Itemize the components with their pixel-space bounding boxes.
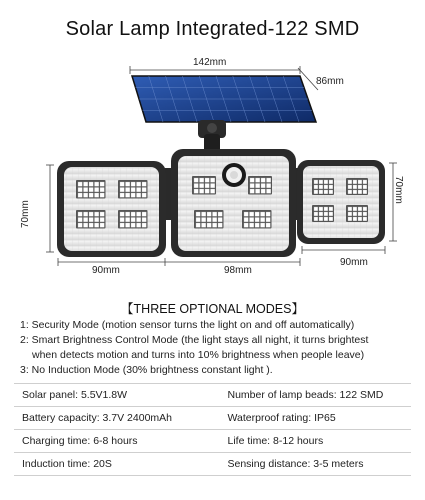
led-chip: [95, 188, 99, 192]
left-width-label: 90mm: [92, 265, 120, 276]
led-chip: [348, 217, 352, 221]
led-chip: [213, 223, 217, 227]
led-chip: [194, 178, 198, 182]
led-chip: [200, 178, 204, 182]
led-chip: [142, 218, 146, 222]
led-chip: [211, 178, 215, 182]
led-chip: [137, 212, 141, 216]
spec-row: [14, 452, 411, 476]
led-chip: [207, 218, 211, 222]
led-chip: [126, 188, 130, 192]
right-light-head: [297, 160, 385, 244]
led-chip: [95, 218, 99, 222]
led-chip: [314, 212, 318, 216]
led-chip: [353, 190, 357, 194]
led-chip: [348, 180, 352, 184]
right-width-dimension: [302, 246, 385, 254]
led-chip: [84, 188, 88, 192]
led-chip: [329, 212, 333, 216]
spec-cell: Battery capacity: 3.7V 2400mAh: [22, 412, 172, 424]
led-chip: [363, 212, 367, 216]
led-chip: [89, 218, 93, 222]
led-chip: [213, 212, 217, 216]
panel-depth-label: 86mm: [316, 76, 344, 87]
led-chip: [261, 189, 265, 193]
led-chip: [250, 218, 254, 222]
led-chip: [200, 189, 204, 193]
led-chip: [100, 182, 104, 186]
led-chip: [358, 185, 362, 189]
led-chip: [319, 180, 323, 184]
page-title: Solar Lamp Integrated-122 SMD: [65, 18, 360, 40]
led-chip: [89, 212, 93, 216]
led-chip: [314, 190, 318, 194]
led-chip: [244, 223, 248, 227]
led-chip: [329, 190, 333, 194]
led-chip: [89, 182, 93, 186]
led-chip: [261, 178, 265, 182]
center-light-head: [171, 149, 296, 257]
led-chip: [329, 217, 333, 221]
led-chip: [363, 217, 367, 221]
mode-item-line: 2: Smart Brightness Control Mode (the light stays all night, it turns brightest: [20, 334, 369, 346]
led-chip: [84, 182, 88, 186]
led-chip: [89, 188, 93, 192]
led-chip: [261, 184, 265, 188]
led-chip: [266, 212, 270, 216]
led-chip: [358, 190, 362, 194]
panel-width-label: 142mm: [193, 57, 227, 68]
led-chip: [131, 218, 135, 222]
led-chip: [202, 223, 206, 227]
led-chip: [250, 178, 254, 182]
led-chip: [329, 185, 333, 189]
led-chip: [319, 212, 323, 216]
led-chip: [314, 207, 318, 211]
led-chip: [120, 223, 124, 227]
led-chip: [207, 212, 211, 216]
led-chip: [202, 218, 206, 222]
led-chip: [267, 184, 271, 188]
led-chip: [244, 212, 248, 216]
led-chip: [348, 190, 352, 194]
spec-row: [14, 383, 411, 406]
led-chip: [126, 193, 130, 197]
led-chip: [261, 223, 265, 227]
led-chip: [358, 217, 362, 221]
led-chip: [84, 218, 88, 222]
spec-cell: Life time: 8-12 hours: [227, 435, 324, 447]
led-chip: [324, 190, 328, 194]
led-chip: [89, 193, 93, 197]
spec-cell: Charging time: 6-8 hours: [22, 435, 138, 447]
spec-cell: Induction time: 20S: [22, 458, 112, 470]
led-chip: [120, 218, 124, 222]
led-chip: [266, 223, 270, 227]
led-chip: [131, 223, 135, 227]
led-chip: [363, 180, 367, 184]
led-chip: [142, 188, 146, 192]
led-chip: [329, 207, 333, 211]
led-chip: [348, 185, 352, 189]
led-chip: [89, 223, 93, 227]
led-chip: [267, 178, 271, 182]
led-chip: [142, 193, 146, 197]
modes-list: [20, 318, 415, 378]
led-chip: [348, 212, 352, 216]
led-chip: [78, 182, 82, 186]
led-chip: [319, 185, 323, 189]
led-chip: [100, 212, 104, 216]
led-chip: [142, 182, 146, 186]
led-chip: [126, 212, 130, 216]
specs-table: [14, 383, 411, 476]
led-chip: [137, 223, 141, 227]
led-chip: [211, 189, 215, 193]
led-chip: [131, 193, 135, 197]
spec-cell: Waterproof rating: IP65: [227, 412, 336, 424]
led-chip: [218, 212, 222, 216]
led-chip: [95, 193, 99, 197]
led-chip: [353, 185, 357, 189]
led-chip: [78, 188, 82, 192]
mount-arm: [198, 120, 226, 152]
led-chip: [100, 223, 104, 227]
modes-heading: 【THREE OPTIONAL MODES】: [121, 302, 304, 316]
led-chip: [348, 207, 352, 211]
led-chip: [126, 223, 130, 227]
led-chip: [319, 190, 323, 194]
led-chip: [255, 218, 259, 222]
mode-item: [20, 318, 415, 333]
left-height-dimension: [46, 165, 54, 252]
led-chip: [137, 193, 141, 197]
led-chip: [131, 188, 135, 192]
spec-row: [14, 429, 411, 452]
mode-item: [20, 363, 415, 378]
led-chip: [261, 218, 265, 222]
led-chip: [250, 184, 254, 188]
led-chip: [324, 217, 328, 221]
led-chip: [196, 223, 200, 227]
spec-row: [14, 406, 411, 429]
led-chip: [314, 185, 318, 189]
led-chip: [84, 212, 88, 216]
led-chip: [363, 207, 367, 211]
led-chip: [78, 193, 82, 197]
led-chip: [218, 223, 222, 227]
led-chip: [84, 223, 88, 227]
led-chip: [205, 178, 209, 182]
led-chip: [244, 218, 248, 222]
led-chip: [324, 180, 328, 184]
led-chip: [142, 223, 146, 227]
led-chip: [100, 218, 104, 222]
led-chip: [358, 207, 362, 211]
led-chip: [353, 217, 357, 221]
led-chip: [256, 189, 260, 193]
led-chip: [100, 188, 104, 192]
led-chip: [329, 180, 333, 184]
led-chip: [314, 180, 318, 184]
solar-panel: [132, 76, 316, 122]
center-width-label: 98mm: [224, 265, 252, 276]
led-chip: [256, 178, 260, 182]
led-chip: [142, 212, 146, 216]
led-chip: [137, 188, 141, 192]
mode-item: [20, 333, 415, 363]
led-chip: [255, 223, 259, 227]
led-chip: [194, 184, 198, 188]
led-chip: [261, 212, 265, 216]
led-chip: [120, 182, 124, 186]
mode-item-line: 3: No Induction Mode (30% brightness constant light ).: [20, 364, 273, 376]
left-height-label: 70mm: [20, 200, 31, 228]
led-chip: [78, 212, 82, 216]
led-chip: [218, 218, 222, 222]
led-chip: [196, 218, 200, 222]
led-chip: [202, 212, 206, 216]
led-chip: [95, 223, 99, 227]
led-chip: [95, 182, 99, 186]
led-chip: [256, 184, 260, 188]
led-chip: [137, 218, 141, 222]
spec-cell: Number of lamp beads: 122 SMD: [227, 389, 384, 401]
led-chip: [363, 190, 367, 194]
led-chip: [200, 184, 204, 188]
led-chip: [358, 212, 362, 216]
led-chip: [131, 182, 135, 186]
led-chip: [207, 223, 211, 227]
led-chip: [78, 218, 82, 222]
led-chip: [255, 212, 259, 216]
mode-item-line: 1: Security Mode (motion sensor turns the light on and off automatically): [20, 319, 355, 331]
led-chip: [363, 185, 367, 189]
led-chip: [78, 223, 82, 227]
led-chip: [205, 189, 209, 193]
led-chip: [205, 184, 209, 188]
led-chip: [250, 223, 254, 227]
led-chip: [353, 180, 357, 184]
led-chip: [196, 212, 200, 216]
led-chip: [120, 193, 124, 197]
led-chip: [120, 212, 124, 216]
spec-cell: Solar panel: 5.5V1.8W: [22, 389, 128, 401]
led-chip: [324, 207, 328, 211]
led-chip: [211, 184, 215, 188]
led-chip: [250, 212, 254, 216]
led-chip: [319, 207, 323, 211]
led-chip: [358, 180, 362, 184]
led-chip: [131, 212, 135, 216]
mode-item-continuation: when detects motion and turns into 10% brightness when people leave): [32, 349, 365, 361]
led-chip: [353, 212, 357, 216]
led-chip: [137, 182, 141, 186]
led-chip: [353, 207, 357, 211]
led-chip: [213, 218, 217, 222]
led-chip: [84, 193, 88, 197]
led-chip: [95, 212, 99, 216]
led-chip: [120, 188, 124, 192]
left-light-head: [57, 161, 166, 257]
led-chip: [266, 218, 270, 222]
led-chip: [126, 218, 130, 222]
spec-cell: Sensing distance: 3-5 meters: [227, 458, 364, 470]
led-chip: [314, 217, 318, 221]
right-height-label: 70mm: [393, 176, 404, 204]
led-chip: [126, 182, 130, 186]
led-chip: [194, 189, 198, 193]
right-width-label: 90mm: [340, 257, 368, 268]
led-chip: [267, 189, 271, 193]
led-chip: [250, 189, 254, 193]
led-chip: [319, 217, 323, 221]
led-chip: [324, 185, 328, 189]
led-chip: [324, 212, 328, 216]
led-chip: [100, 193, 104, 197]
